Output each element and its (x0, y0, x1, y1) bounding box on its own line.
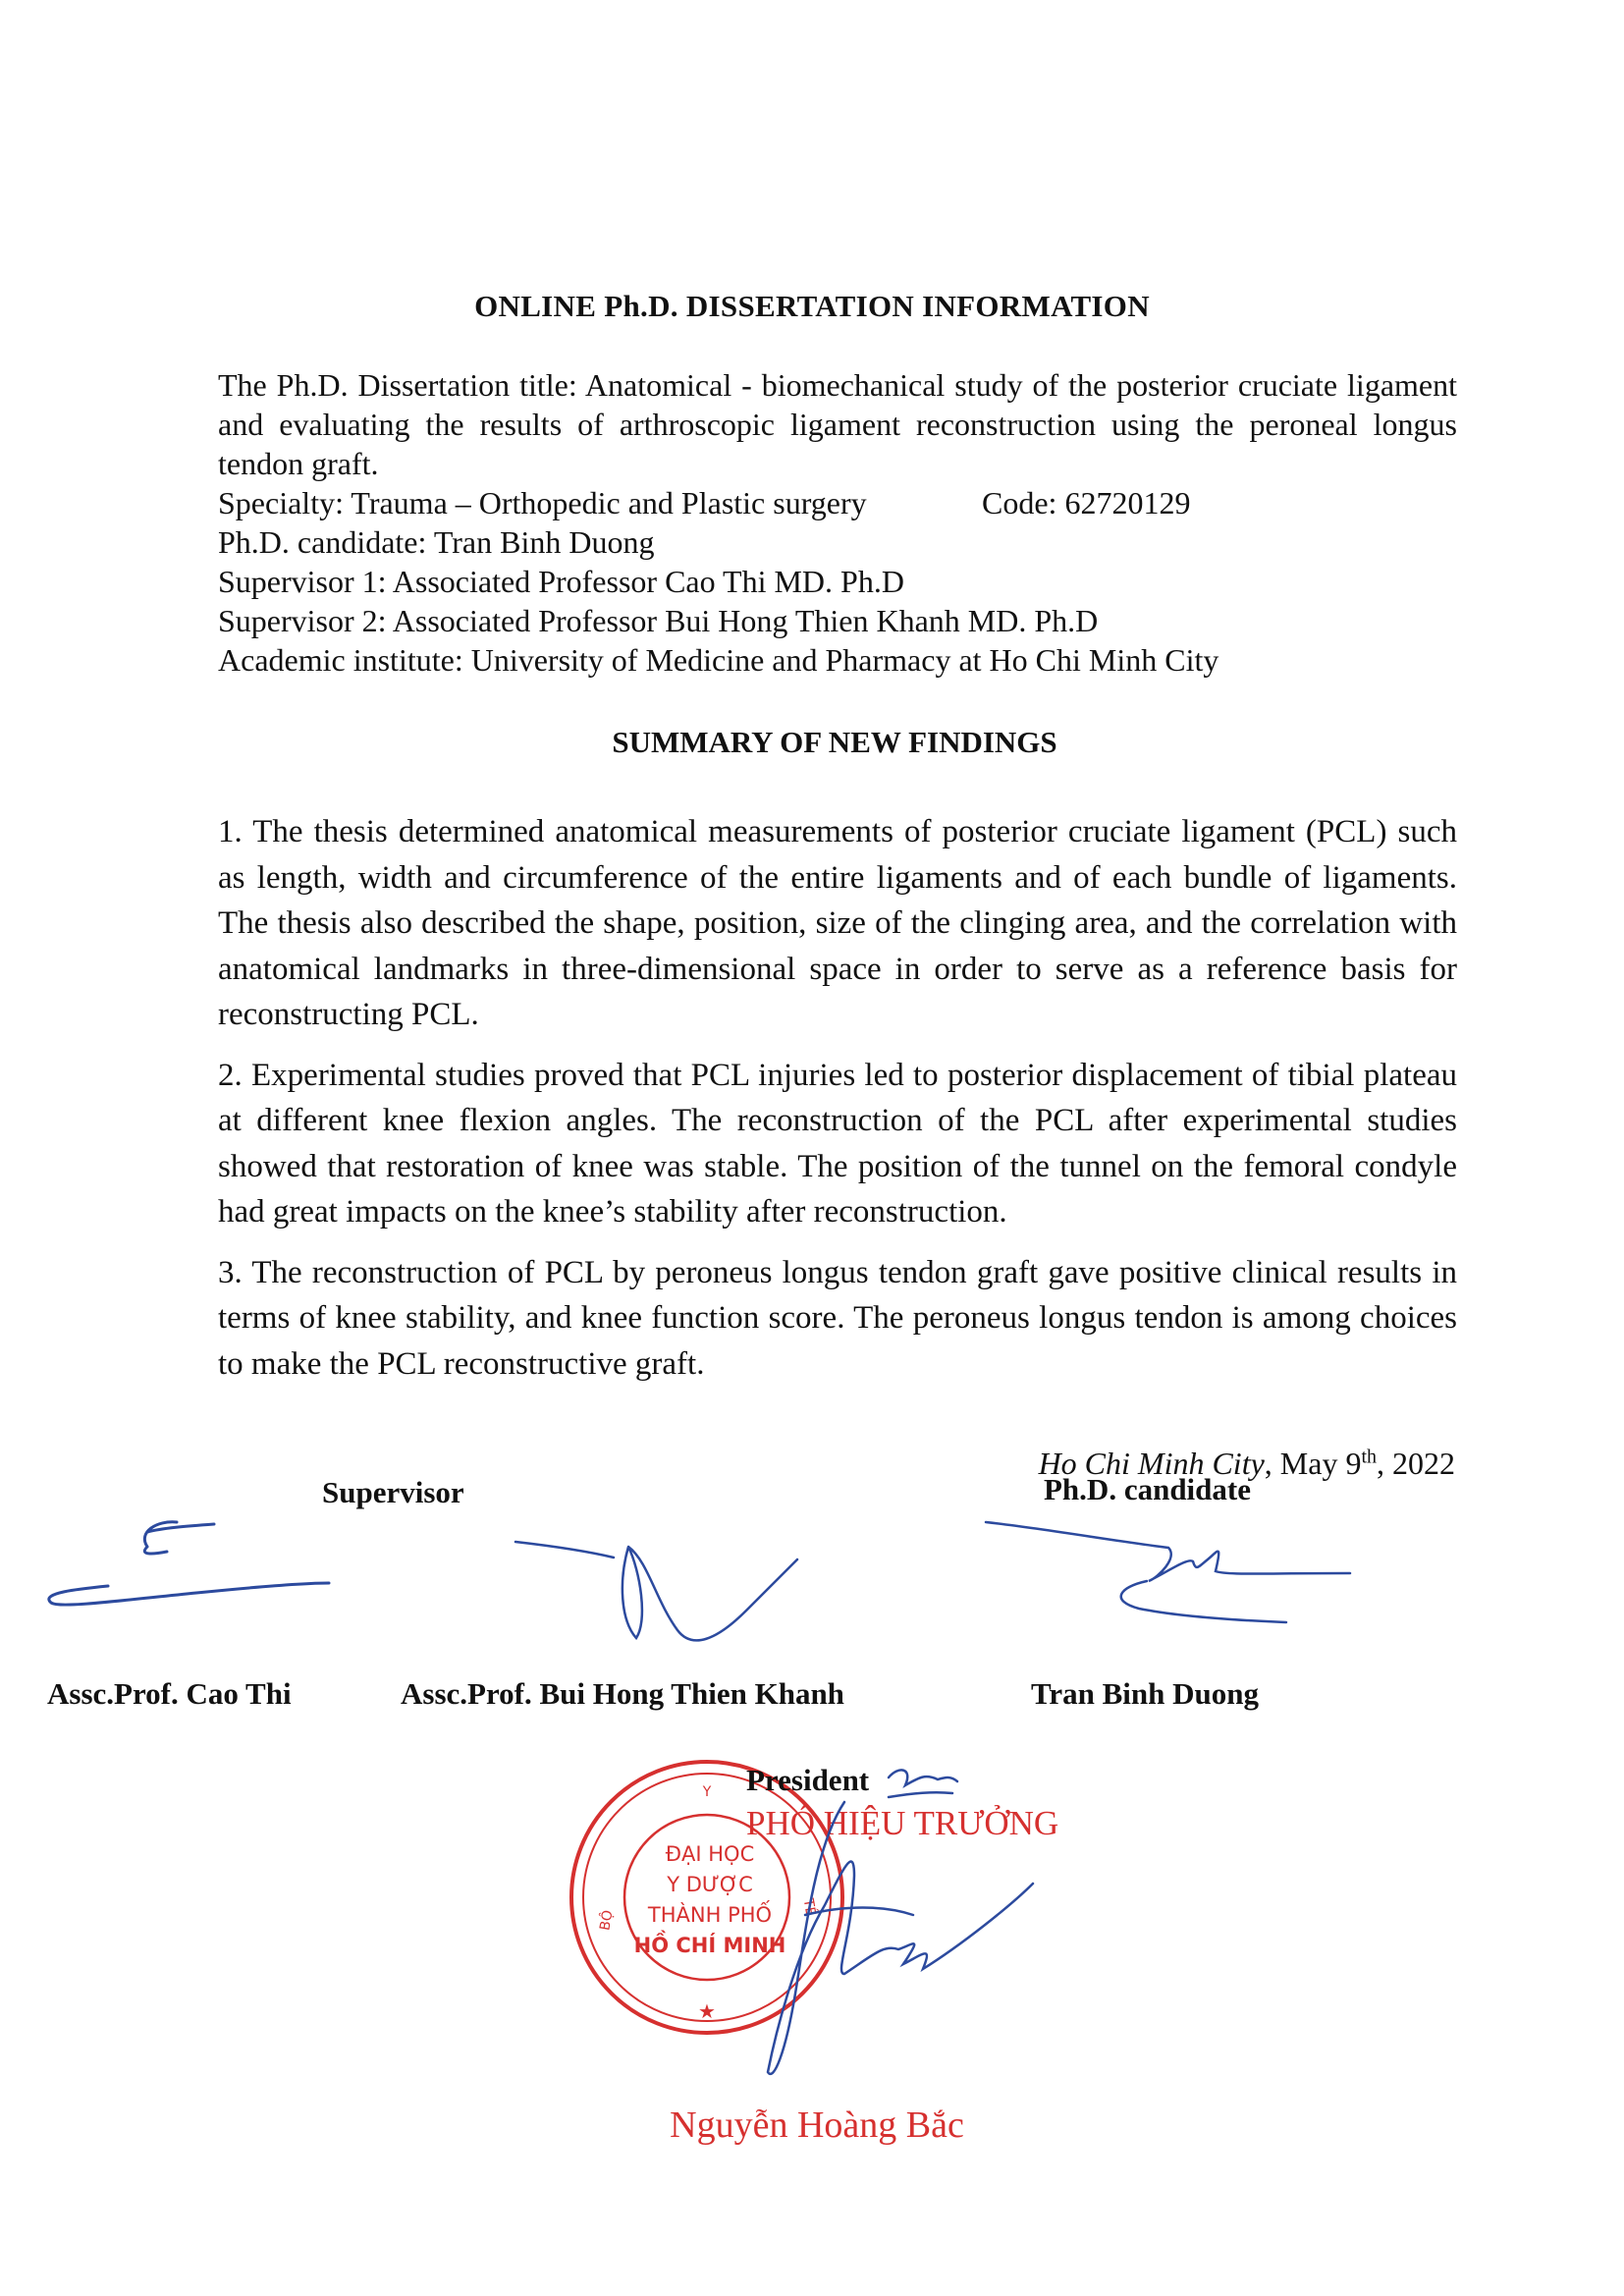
date-year: , 2022 (1377, 1446, 1455, 1481)
president-name: Nguyễn Hoàng Bắc (670, 2105, 964, 2146)
president-label: President (746, 1763, 870, 1797)
seal-line-1: ĐẠI HỌC (665, 1842, 755, 1866)
date-ordinal: th (1361, 1446, 1377, 1468)
specialty-code: Code: 62720129 (982, 485, 1191, 520)
date-day: , May 9 (1264, 1446, 1362, 1481)
candidate: Ph.D. candidate: Tran Binh Duong (218, 524, 655, 560)
finding-2: 2. Experimental studies proved that PCL injuries led to posterior displacement of tibial plateau at different knee flexion angles. The reconstruction of the PCL after experimental studies showed that restoration of knee was stable. The position of the tunnel on the femoral condyle had great impacts on the knee’s stability after reconstruction. (218, 1057, 1457, 1230)
supervisor-1: Supervisor 1: Associated Professor Cao Thi MD. Ph.D (218, 564, 904, 599)
signature-tran-binh-duong (986, 1522, 1350, 1622)
signature-bui-hong-thien-khanh (515, 1542, 797, 1640)
vice-rector-title: PHÓ HIỆU TRƯỞNG (746, 1804, 1059, 1842)
seal-line-2: Y DƯỢC (667, 1873, 753, 1896)
date-city: Ho Chi Minh City (1038, 1446, 1265, 1481)
seal-line-4: HỒ CHÍ MINH (633, 1934, 786, 1957)
name-tran-binh-duong: Tran Binh Duong (1031, 1676, 1260, 1711)
summary-heading: SUMMARY OF NEW FINDINGS (612, 725, 1057, 759)
seal-left-letter: BỘ (597, 1908, 617, 1933)
handwritten-signatures (0, 1503, 1624, 1679)
specialty: Specialty: Trauma – Orthopedic and Plastic surgery (218, 485, 867, 520)
seal-top-letter: Y (702, 1784, 712, 1800)
academic-institute: Academic institute: University of Medicine and Pharmacy at Ho Chi Minh City (218, 642, 1219, 678)
signature-cao-thi (49, 1522, 329, 1605)
supervisor-label: Supervisor (322, 1475, 464, 1509)
name-cao-thi: Assc.Prof. Cao Thi (47, 1676, 292, 1711)
document-title: ONLINE Ph.D. DISSERTATION INFORMATION (474, 289, 1150, 323)
dissertation-title: The Ph.D. Dissertation title: Anatomical - biomechanical study of the posterior cruciate ligament and evaluating the results of arthroscopic ligament reconstruction using the peroneal longus tendon graft. (218, 367, 1457, 481)
seal-line-3: THÀNH PHỐ (647, 1903, 773, 1927)
seal-right-letter: TẾ (799, 1897, 819, 1918)
candidate-label: Ph.D. candidate (1044, 1472, 1251, 1506)
name-bui-hong-thien-khanh: Assc.Prof. Bui Hong Thien Khanh (401, 1676, 844, 1711)
finding-3: 3. The reconstruction of PCL by peroneus longus tendon graft gave positive clinical results in terms of knee stability, and knee function score. The peroneus longus tendon is among choices to make the PCL reconstructive graft. (218, 1254, 1457, 1382)
findings-list (218, 809, 1457, 1401)
finding-1: 1. The thesis determined anatomical measurements of posterior cruciate ligament (PCL) such as length, width and circumference of the entire ligaments and of each bundle of ligaments. The thesis also described the shape, position, size of the clinging area, and the correlation with anatomical landmarks in three-dimensional space in order to serve as a reference basis for reconstructing PCL. (218, 814, 1457, 1032)
specialty-line (218, 483, 1457, 522)
signature-president (687, 1758, 1060, 2111)
svg-text:★: ★ (698, 1999, 716, 2023)
supervisor-2: Supervisor 2: Associated Professor Bui Hong Thien Khanh MD. Ph.D (218, 603, 1099, 638)
dissertation-info (218, 365, 1457, 680)
